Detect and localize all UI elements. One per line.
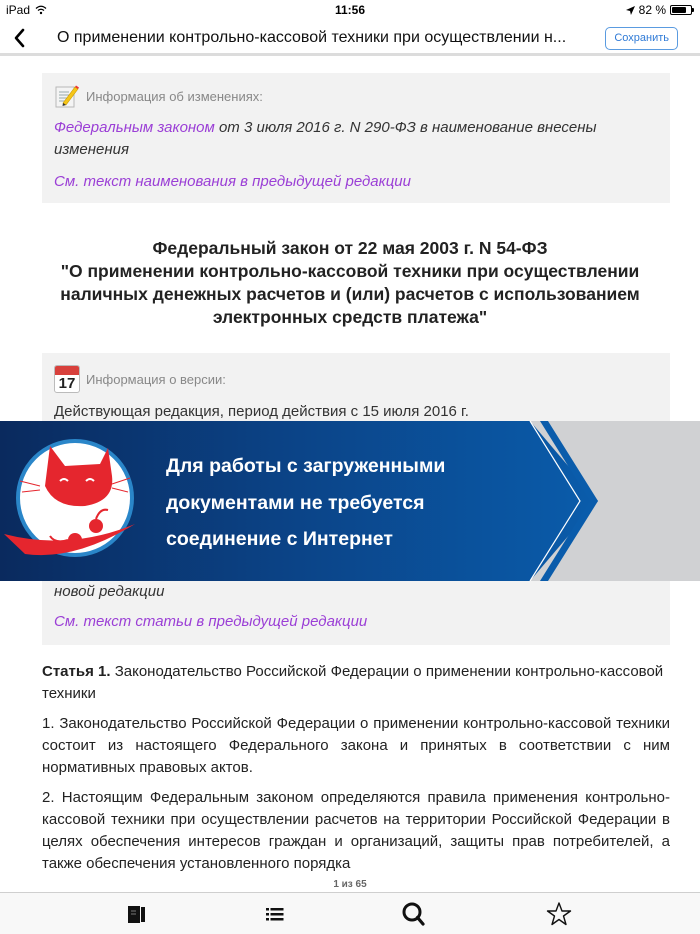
list-icon [265, 906, 285, 922]
version-info-heading: Информация о версии: [86, 371, 226, 387]
documents-icon [125, 904, 147, 924]
offline-promo-banner[interactable] [0, 421, 700, 581]
article-paragraph-2: 2. Настоящим Федеральным законом определяются правила применения контрольно-кассовой техники при осуществлении расчетов на территории Российской Федерации в целях обеспечения интересов граждан и организаций, защиты прав потребителей, а также обеспечения установленного порядка [42, 789, 670, 872]
search-icon [401, 901, 427, 927]
changes-info-text: Федеральным законом от 3 июля 2016 г. N 290-ФЗ в наименование внесены изменения [54, 119, 597, 158]
bottom-toolbar [0, 892, 700, 934]
chevron-left-icon [8, 22, 32, 54]
banner-message: Для работы с загруженными документами не требуется соединение с Интернет [166, 455, 446, 550]
back-button[interactable] [8, 22, 32, 54]
version-info-text: Действующая редакция, период действия с 15 июля 2016 г. [54, 403, 469, 420]
previous-article-link[interactable]: См. текст статьи в предыдущей редакции [54, 613, 368, 630]
device-label: iPad [6, 3, 31, 17]
bookmarks-button[interactable] [545, 901, 573, 927]
previous-title-link[interactable]: См. текст наименования в предыдущей редакции [54, 173, 411, 190]
law-heading: Федеральный закон от 22 мая 2003 г. N 54-ФЗ "О применении контрольно-кассовой техники при осуществлении наличных денежных расчетов и (или) расчетов с использованием электронных средств платежа" [60, 238, 640, 327]
edit-note-icon [54, 83, 80, 109]
battery-percent: 82 % [638, 3, 666, 17]
save-button[interactable]: Сохранить [605, 27, 678, 50]
battery-icon [670, 5, 692, 15]
status-bar [0, 0, 700, 20]
article-heading: Статья 1. Законодательство Российской Федерации о применении контрольно-кассовой техники [42, 663, 664, 702]
article-changes-text: новой редакции [54, 583, 165, 600]
star-icon [546, 901, 572, 927]
article-1 [42, 661, 670, 875]
calendar-icon: 17 [54, 365, 80, 393]
cat-logo-icon [0, 426, 150, 576]
location-arrow-icon [626, 6, 635, 15]
article-changes-box [42, 577, 670, 645]
federal-law-link[interactable]: Федеральным законом [54, 119, 215, 136]
search-button[interactable] [400, 901, 428, 927]
changes-info-heading: Информация об изменениях: [86, 88, 263, 104]
changes-info-box [42, 73, 670, 203]
document-title: О применении контрольно-кассовой техники при осуществлении н... [57, 29, 567, 46]
documents-button[interactable] [122, 901, 150, 927]
contents-button[interactable] [261, 901, 289, 927]
article-paragraph-1: 1. Законодательство Российской Федерации о применении контрольно-кассовой техники состоит из настоящего Федерального закона и принятых в соответствии с ним нормативных правовых актов. [42, 715, 670, 776]
navigation-bar [0, 20, 700, 56]
clock: 11:56 [334, 3, 366, 17]
page-counter: 1 из 65 [333, 879, 367, 890]
